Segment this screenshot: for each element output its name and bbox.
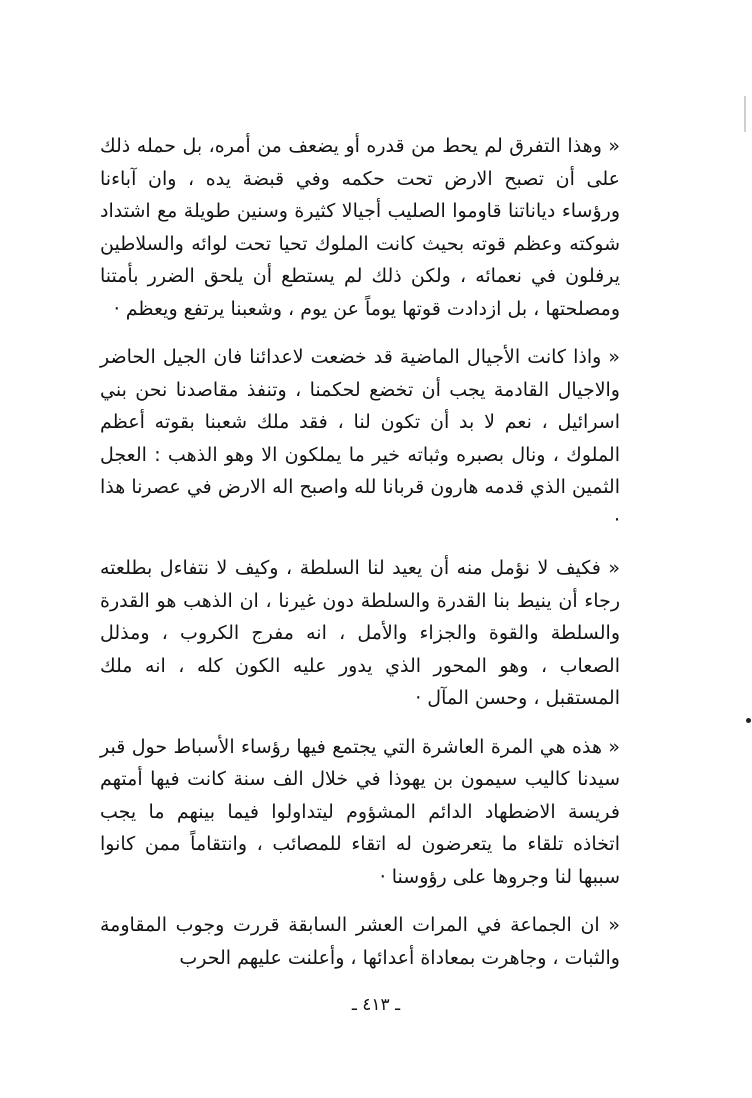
- paragraph-4: « هذه هي المرة العاشرة التي يجتمع فيها رؤساء الأسباط حول قبر سيدنا كاليب سيمون بن يهوذا في خلال الف سنة كانت فيها أمتهم فريسة الاضطهاد الدائم المشؤوم ليتداولوا فيما بينهم ما يجب اتخاذه تلقاء ما يتعرضون له اتقاء للمصائب ، وانتقاماً ممن كانوا سببها لنا وجروها على رؤوسنا ·: [100, 735, 620, 888]
- paragraph-5: « ان الجماعة في المرات العشر السابقة قررت وجوب المقاومة والثبات ، وجاهرت بمعاداة أعدائها ، وأعلنت عليهم الحرب: [100, 914, 620, 969]
- margin-dot: [746, 718, 751, 723]
- paragraph-2: « واذا كانت الأجيال الماضية قد خضعت لاعدائنا فان الجيل الحاضر والاجيال القادمة يجب أن تخضع لحكمنا ، وتنفذ مقاصدنا نحن بني اسرائيل ، نعم لا بد أن تكون لنا ، فقد ملك شعبنا بقوته أعظم الملوك ، ونال بصبره وثباته خير ما يملكون الا وهو الذهب : العجل الثمين الذي قدمه هارون قربانا لله واصبح اله الارض في عصرنا هذا ·: [100, 346, 620, 531]
- paragraph-3: « فكيف لا نؤمل منه أن يعيد لنا السلطة ، وكيف لا نتفاءل بطلعته رجاء أن ينيط بنا القدرة والسلطة دون غيرنا ، ان الذهب هو القدرة والسلطة والقوة والجزاء والأمل ، انه مفرج الكروب ، ومذلل الصعاب ، وهو المحور الذي يدور عليه الكون كله ، انه ملك المستقبل ، وحسن المآل ·: [100, 557, 620, 709]
- paragraph-1: « وهذا التفرق لم يحط من قدره أو يضعف من أمره، بل حمله ذلك على أن تصبح الارض تحت حكمه وفي قبضة يده ، وان آباءنا ورؤساء دياناتنا قاوموا الصليب أجيالا كثيرة وسنين طويلة مع اشتداد شوكته وعظم قوته بحيث كانت الملوك تحيا تحت لوائه والسلاطين يرفلون في نعمائه ، ولكن ذلك لم يستطع أن يلحق الضرر بأمتنا ومصلحتها ، بل ازدادت قوتها يوماً عن يوم ، وشعبنا يرتفع ويعظم ·: [100, 135, 620, 320]
- page-number: ـ ٤١٣ ـ: [351, 995, 401, 1015]
- scan-edge-mark: [744, 96, 746, 132]
- page-body: [100, 130, 620, 974]
